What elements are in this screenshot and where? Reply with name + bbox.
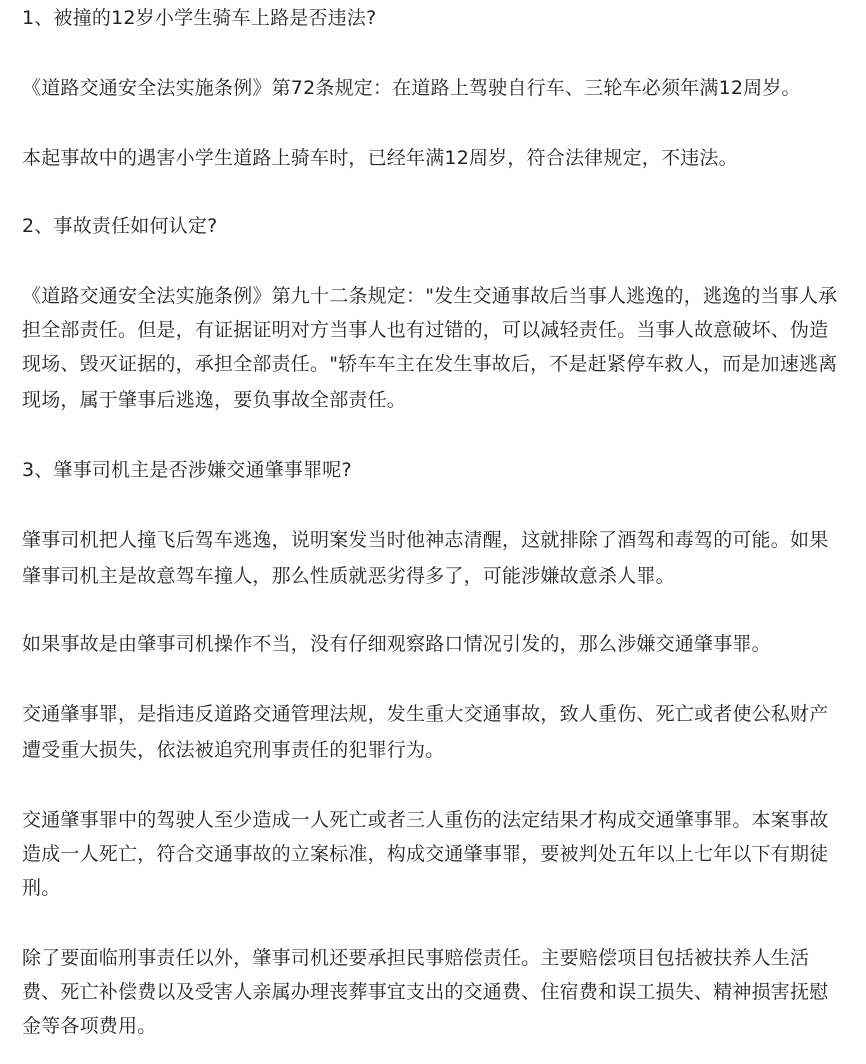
section-heading-3: 3、肇事司机主是否涉嫌交通肇事罪呢? <box>22 459 352 481</box>
paragraph-line: 金等各项费用。 <box>22 1015 157 1037</box>
paragraph-line: 交通肇事罪，是指违反道路交通管理法规，发生重大交通事故，致人重伤、死亡或者使公私财产 <box>22 703 829 725</box>
paragraph-line: 现场，属于肇事后逃逸，要负事故全部责任。 <box>22 389 407 411</box>
paragraph-line: 肇事司机主是故意驾车撞人，那么性质就恶劣得多了，可能涉嫌故意杀人罪。 <box>22 565 675 587</box>
paragraph-line: 除了要面临刑事责任以外，肇事司机还要承担民事赔偿责任。主要赔偿项目包括被扶养人生活 <box>22 947 810 969</box>
paragraph-line: 担全部责任。但是，有证据证明对方当事人也有过错的，可以减轻责任。当事人故意破坏、伪造 <box>22 319 829 341</box>
paragraph-line: 《道路交通安全法实施条例》第72条规定：在道路上驾驶自行车、三轮车必须年满12周岁。 <box>22 77 801 99</box>
paragraph-line: 如果事故是由肇事司机操作不当，没有仔细观察路口情况引发的，那么涉嫌交通肇事罪。 <box>22 633 771 655</box>
section-heading-2: 2、事故责任如何认定? <box>22 215 218 237</box>
paragraph-line: 遭受重大损失，依法被追究刑事责任的犯罪行为。 <box>22 739 445 761</box>
paragraph-line: 刑。 <box>22 877 61 899</box>
paragraph-line: 肇事司机把人撞飞后驾车逃逸，说明案发当时他神志清醒，这就排除了酒驾和毒驾的可能。如果 <box>22 529 829 551</box>
paragraph-line: 造成一人死亡，符合交通事故的立案标准，构成交通肇事罪，要被判处五年以上七年以下有期徒 <box>22 843 829 865</box>
paragraph-line: 现场、毁灭证据的，承担全部责任。"轿车车主在发生事故后，不是赶紧停车救人，而是加速逃离 <box>22 353 838 375</box>
paragraph-line: 交通肇事罪中的驾驶人至少造成一人死亡或者三人重伤的法定结果才构成交通肇事罪。本案事故 <box>22 809 829 831</box>
paragraph-line: 《道路交通安全法实施条例》第九十二条规定："发生交通事故后当事人逃逸的，逃逸的当事人承 <box>22 285 838 307</box>
section-heading-1: 1、被撞的12岁小学生骑车上路是否违法? <box>22 7 377 29</box>
paragraph-line: 费、死亡补偿费以及受害人亲属办理丧葬事宜支出的交通费、住宿费和误工损失、精神损害抚慰 <box>22 981 829 1003</box>
paragraph-line: 本起事故中的遇害小学生道路上骑车时，已经年满12周岁，符合法律规定，不违法。 <box>22 147 738 169</box>
